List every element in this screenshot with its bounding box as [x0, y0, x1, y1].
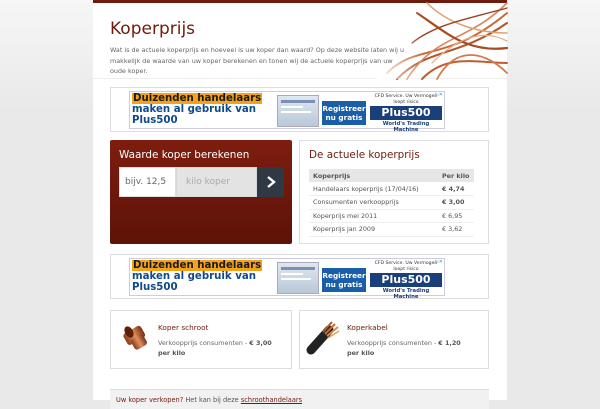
table-row: [309, 223, 474, 237]
plus500-ad[interactable]: [129, 91, 445, 133]
product-card-koperkabel[interactable]: [299, 310, 489, 369]
ad-screenshot-image: [277, 262, 319, 294]
calculator-title: Waarde koper berekenen: [119, 149, 250, 161]
ad-disclaimer: CFD Service. Uw Vermogen loopt risico: [374, 261, 438, 272]
ad-screenshot-image: [277, 95, 319, 127]
ad-register-button[interactable]: Registreer nu gratis: [322, 101, 366, 125]
copper-fitting-icon: [120, 320, 152, 354]
price-label: Koperprijs mei 2011: [309, 209, 438, 223]
plus500-logo: Plus500: [370, 106, 442, 120]
product-desc-text: Verkoopprijs consumenten -: [347, 339, 439, 347]
ad-tagline: World's Trading Machine: [382, 288, 430, 300]
price-table-header: [309, 169, 474, 182]
product-name[interactable]: Koperkabel: [347, 323, 388, 332]
product-name[interactable]: Koper schroot: [158, 323, 209, 332]
product-description: [158, 338, 286, 358]
ad-register-button[interactable]: Registreer nu gratis: [322, 268, 366, 292]
ad-choices-icon[interactable]: ▷✕: [434, 259, 443, 265]
ad-headline: [132, 260, 280, 293]
price-value: € 4,74: [438, 182, 474, 196]
copper-cable-icon: [309, 320, 341, 354]
sell-copper-text: Het kan bij deze: [185, 396, 239, 404]
calculate-button[interactable]: [257, 167, 284, 197]
amount-input[interactable]: bijv. 12,5: [119, 167, 176, 197]
ad-headline-highlight: Duizenden handelaars: [133, 260, 262, 271]
sell-copper-title: Uw koper verkopen?: [116, 396, 184, 404]
page-container: [93, 0, 507, 404]
plus500-ad[interactable]: [129, 258, 445, 300]
price-value: € 3,62: [438, 223, 474, 237]
sell-copper-bar: [110, 389, 489, 409]
column-header-koperprijs: Koperprijs: [309, 169, 438, 182]
ad-headline: [132, 93, 280, 126]
price-panel-title: De actuele koperprijs: [309, 149, 420, 161]
table-row: [309, 182, 474, 196]
product-price: € 3,00 per kilo: [158, 339, 272, 357]
ad-headline-rest: maken al gebruik van Plus500: [132, 104, 256, 126]
price-label: Consumenten verkoopprijs: [309, 196, 438, 210]
price-value: € 6,95: [438, 209, 474, 223]
table-row: [309, 196, 474, 210]
plus500-logo: Plus500: [370, 273, 442, 287]
ad-banner-top: [110, 87, 489, 132]
product-price: € 1,20 per kilo: [347, 339, 461, 357]
ad-headline-highlight: Duizenden handelaars: [133, 93, 262, 104]
column-header-per-kilo: Per kilo: [438, 169, 474, 182]
ad-headline-rest: maken al gebruik van Plus500: [132, 271, 256, 293]
table-row: [309, 209, 474, 223]
ad-tagline: World's Trading Machine: [382, 121, 430, 133]
page-title: Koperprijs: [110, 19, 196, 39]
intro-text: Wat is de actuele koperprijs en hoeveel is uw koper dan waard? Op deze website laten wij u makkelijk de waarde van uw koper berekenen en tonen wij de actuele koperprijs van uw oude koper.: [110, 46, 404, 75]
unit-input[interactable]: kilo koper: [176, 167, 257, 197]
product-description: [347, 338, 475, 358]
copper-value-calculator: [110, 140, 292, 244]
ad-choices-icon[interactable]: ▷✕: [434, 92, 443, 98]
copper-price-panel: [299, 140, 489, 244]
site-header: [93, 3, 507, 79]
product-desc-text: Verkoopprijs consumenten -: [158, 339, 250, 347]
calculator-form: [119, 167, 284, 197]
price-label: Handelaars koperprijs (17/04/16): [309, 182, 438, 196]
price-label: Koperprijs jan 2009: [309, 223, 438, 237]
scrap-dealers-link[interactable]: schroothandelaars: [240, 396, 303, 404]
ad-disclaimer: CFD Service. Uw Vermogen loopt risico: [374, 94, 438, 105]
price-value: € 3,00: [438, 196, 474, 210]
chevron-right-icon: [266, 176, 276, 188]
ad-banner-middle: [110, 254, 489, 299]
price-table: [309, 169, 474, 237]
product-card-koper-schroot[interactable]: [110, 310, 292, 369]
